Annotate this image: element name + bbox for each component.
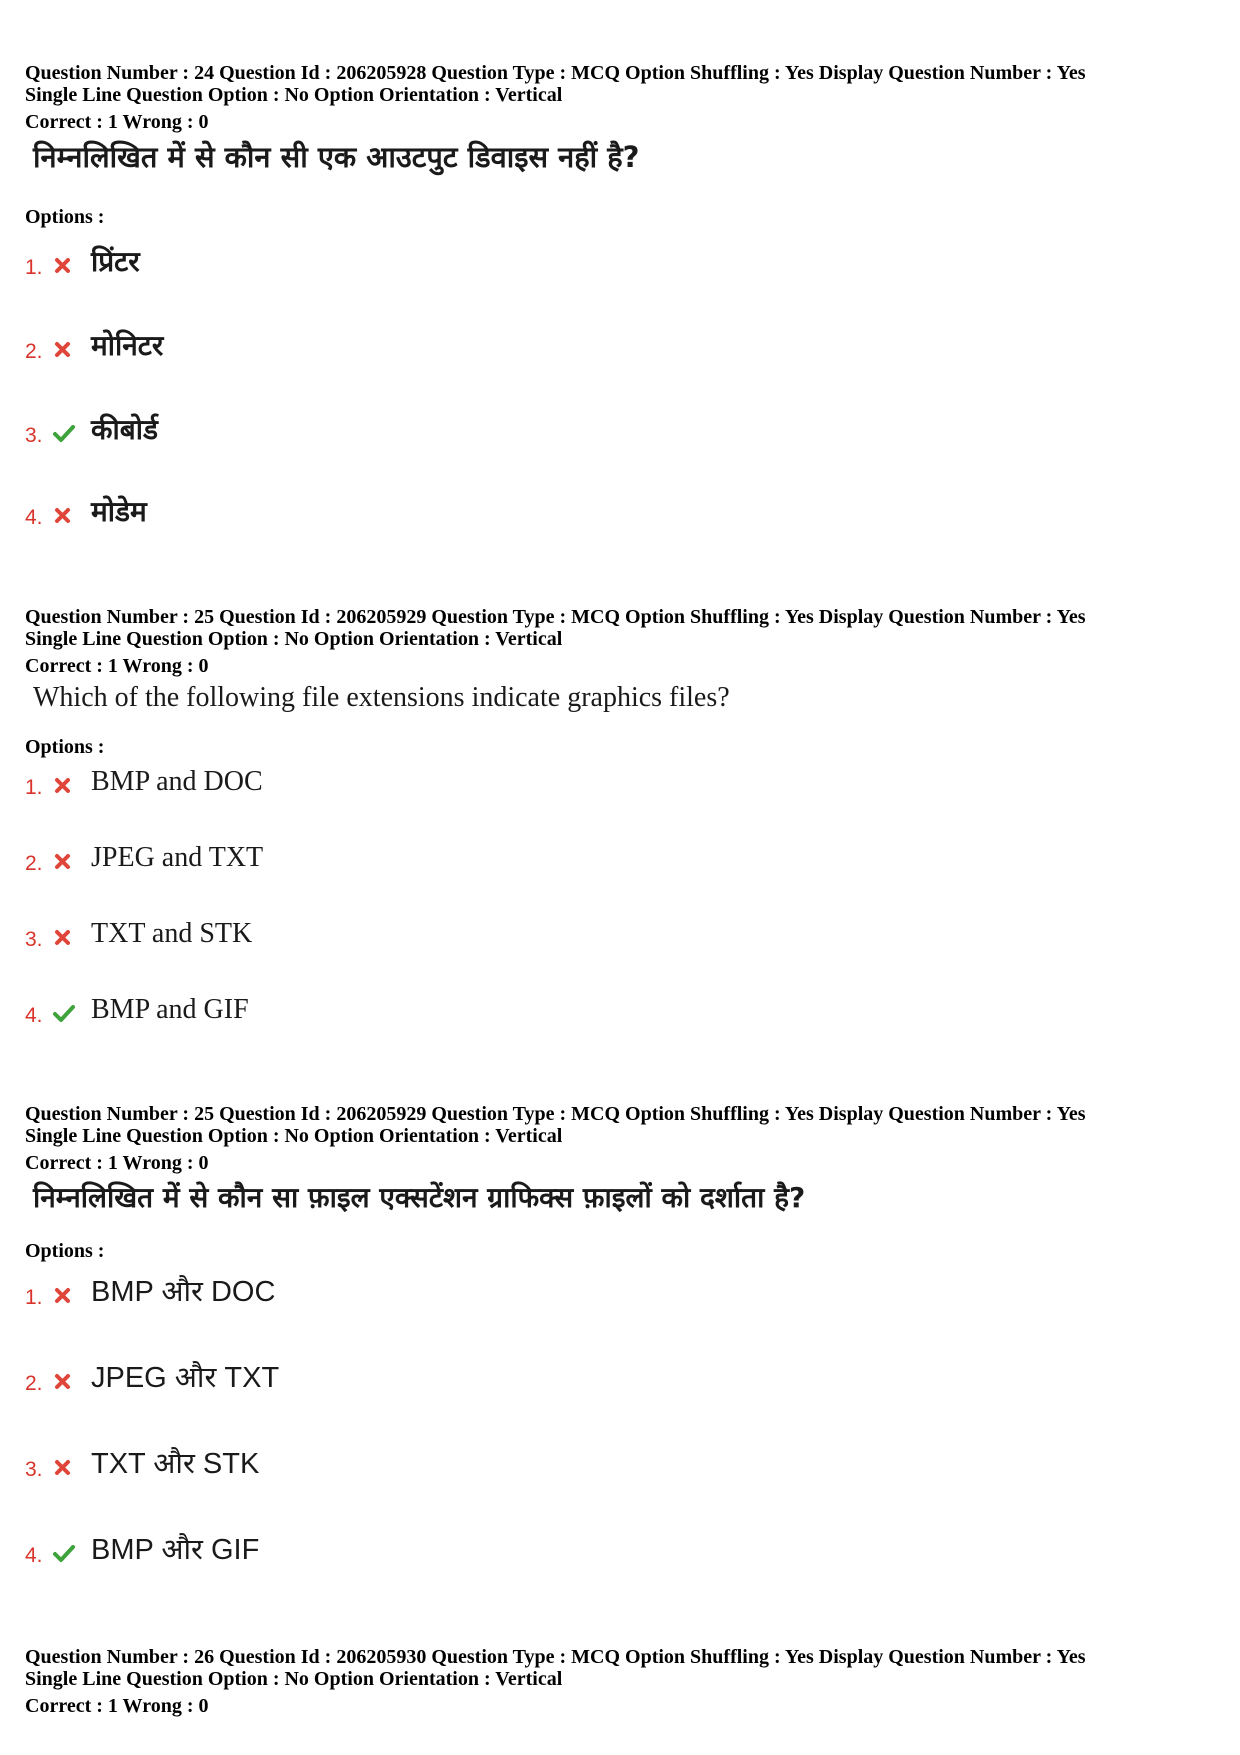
- options-label-block: [25, 1240, 1215, 1262]
- option-text: BMP and DOC: [91, 766, 263, 797]
- option-text: TXT and STK: [91, 918, 253, 949]
- option-1: [25, 244, 825, 284]
- option-text: मोडेम: [91, 495, 147, 528]
- option-4: [25, 1532, 825, 1572]
- option-1: [25, 1274, 825, 1314]
- cross-icon: [52, 1284, 74, 1306]
- question-meta-line-1: Question Number : 25 Question Id : 206205929 Question Type : MCQ Option Shuffling : Yes Display Question Number : Yes: [25, 1103, 1086, 1125]
- option-text: प्रिंटर: [91, 245, 140, 278]
- question-text: निम्नलिखित में से कौन सी एक आउटपुट डिवाइस नहीं है?: [33, 140, 640, 174]
- cross-icon: [52, 338, 74, 360]
- question-meta-line-2: Single Line Question Option : No Option Orientation : Vertical: [25, 1668, 563, 1690]
- cross-icon: [52, 504, 74, 526]
- question-block-26: [25, 1646, 1215, 1717]
- options-label: Options :: [25, 1240, 105, 1262]
- question-block-24: [25, 62, 1215, 177]
- question-block-25: [25, 606, 1215, 715]
- option-text: JPEG and TXT: [91, 842, 264, 873]
- question-block-25-hindi: [25, 1103, 1215, 1218]
- options-label: Options :: [25, 736, 105, 758]
- correct-wrong-marks: Correct : 1 Wrong : 0: [25, 111, 209, 133]
- question-text: निम्नलिखित में से कौन सा फ़ाइल एक्सटेंशन ग्राफिक्स फ़ाइलों को दर्शाता है?: [33, 1181, 806, 1214]
- question-meta-line-2: Single Line Question Option : No Option Orientation : Vertical: [25, 628, 563, 650]
- cross-icon: [52, 926, 74, 948]
- option-4: [25, 494, 825, 534]
- option-number: 3.: [25, 424, 43, 447]
- option-number: 1.: [25, 256, 43, 279]
- option-number: 4.: [25, 1004, 43, 1027]
- options-list: [25, 1274, 1215, 1574]
- option-number: 4.: [25, 506, 43, 529]
- option-number: 3.: [25, 1458, 43, 1481]
- option-number: 1.: [25, 1286, 43, 1309]
- option-number: 2.: [25, 852, 43, 875]
- correct-wrong-marks: Correct : 1 Wrong : 0: [25, 1152, 209, 1174]
- options-label: Options :: [25, 206, 105, 228]
- options-list: [25, 244, 1215, 544]
- option-text: BMP and GIF: [91, 994, 249, 1025]
- cross-icon: [52, 774, 74, 796]
- question-meta-line-2: Single Line Question Option : No Option Orientation : Vertical: [25, 84, 563, 106]
- option-3: [25, 1446, 825, 1486]
- cross-icon: [52, 850, 74, 872]
- option-number: 2.: [25, 1372, 43, 1395]
- option-text: JPEG और TXT: [91, 1362, 280, 1394]
- question-text: Which of the following file extensions indicate graphics files?: [33, 682, 730, 713]
- option-1: [25, 764, 825, 804]
- option-text: BMP और GIF: [91, 1534, 260, 1566]
- options-label-block: [25, 206, 1215, 228]
- option-2: [25, 1360, 825, 1400]
- option-text: TXT और STK: [91, 1448, 260, 1480]
- question-meta-line-2: Single Line Question Option : No Option Orientation : Vertical: [25, 1125, 563, 1147]
- option-4: [25, 992, 825, 1032]
- option-3: [25, 412, 825, 452]
- option-text: BMP और DOC: [91, 1276, 276, 1308]
- option-3: [25, 916, 825, 956]
- question-meta-line-1: Question Number : 25 Question Id : 206205929 Question Type : MCQ Option Shuffling : Yes Display Question Number : Yes: [25, 606, 1086, 628]
- cross-icon: [52, 254, 74, 276]
- option-number: 2.: [25, 340, 43, 363]
- correct-wrong-marks: Correct : 1 Wrong : 0: [25, 1695, 209, 1717]
- check-icon: [52, 1542, 74, 1564]
- option-number: 1.: [25, 776, 43, 799]
- options-list: [25, 764, 1215, 1034]
- option-2: [25, 840, 825, 880]
- option-2: [25, 328, 825, 368]
- check-icon: [52, 1002, 74, 1024]
- correct-wrong-marks: Correct : 1 Wrong : 0: [25, 655, 209, 677]
- question-meta-line-1: Question Number : 24 Question Id : 206205928 Question Type : MCQ Option Shuffling : Yes Display Question Number : Yes: [25, 62, 1086, 84]
- cross-icon: [52, 1370, 74, 1392]
- cross-icon: [52, 1456, 74, 1478]
- option-text: कीबोर्ड: [91, 413, 158, 446]
- options-label-block: [25, 736, 1215, 758]
- option-number: 3.: [25, 928, 43, 951]
- question-meta-line-1: Question Number : 26 Question Id : 206205930 Question Type : MCQ Option Shuffling : Yes Display Question Number : Yes: [25, 1646, 1086, 1668]
- check-icon: [52, 422, 74, 444]
- option-text: मोनिटर: [91, 329, 164, 362]
- option-number: 4.: [25, 1544, 43, 1567]
